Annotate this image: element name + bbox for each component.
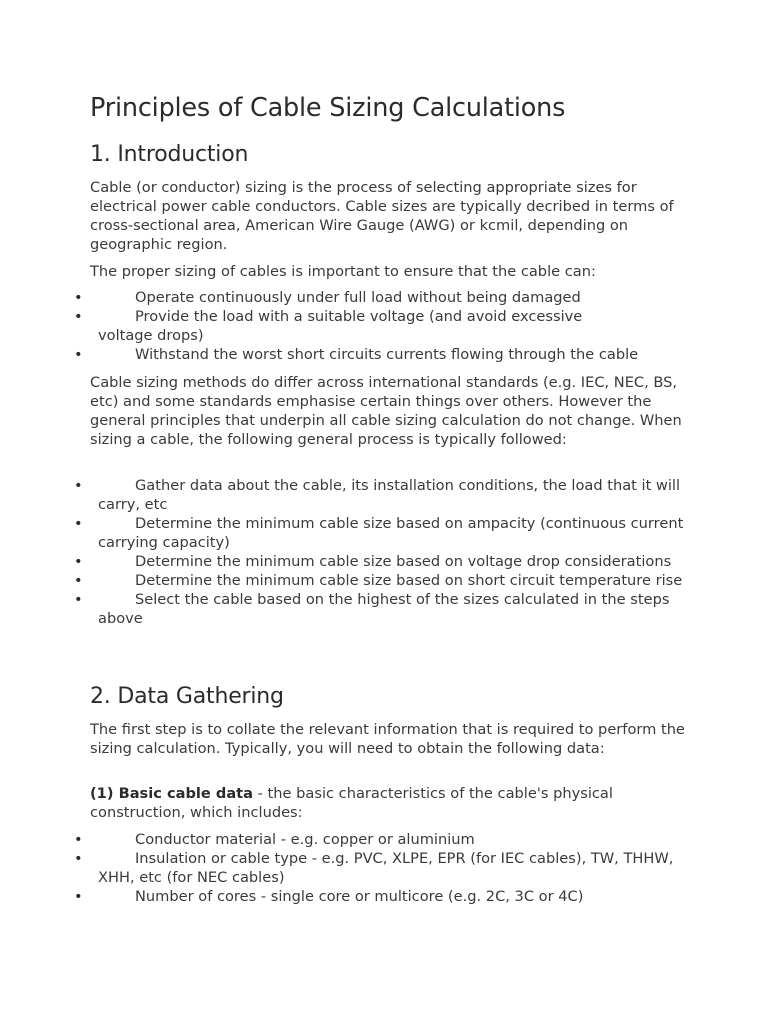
bullet-icon: • — [74, 831, 83, 848]
list-item-text: Determine the minimum cable size based on voltage drop considerations — [135, 553, 672, 570]
data-gathering-paragraph-1: The first step is to collate the relevant information that is required to perform the sizing calculation. Typically, you will need to obtain the following data: — [90, 721, 685, 757]
bullet-icon: • — [74, 553, 83, 570]
list-item — [0, 552, 690, 571]
bullet-icon: • — [74, 346, 83, 363]
bullet-icon: • — [74, 477, 83, 494]
intro-paragraph-1: Cable (or conductor) sizing is the process of selecting appropriate sizes for electrical power cable conductors. Cable sizes are typically decribed in terms of cross-sectional area, American Wire Gauge (AWG) or kcmil, depending on geographic region. — [90, 179, 674, 253]
document-title: Principles of Cable Sizing Calculations — [90, 93, 566, 123]
intro-paragraph-2: The proper sizing of cables is important to ensure that the cable can: — [90, 263, 596, 280]
list-item — [0, 849, 690, 887]
list-item — [0, 571, 690, 590]
list-item — [0, 476, 690, 514]
bullet-icon: • — [74, 308, 83, 325]
sizing-process-list — [0, 476, 690, 628]
list-item — [0, 887, 690, 906]
list-item-text: Number of cores - single core or multicore (e.g. 2C, 3C or 4C) — [135, 888, 584, 905]
list-item-text: Provide the load with a suitable voltage (and avoid excessive voltage drops) — [98, 308, 583, 344]
list-item — [0, 590, 690, 628]
bullet-icon: • — [74, 572, 83, 589]
list-item-text: Select the cable based on the highest of the sizes calculated in the steps above — [98, 591, 670, 627]
section-heading-data-gathering: 2. Data Gathering — [90, 684, 284, 709]
list-item-text: Operate continuously under full load without being damaged — [135, 289, 581, 306]
list-item-text: Conductor material - e.g. copper or aluminium — [135, 831, 475, 848]
list-item — [0, 345, 690, 364]
data-gathering-paragraph-2 — [90, 784, 690, 822]
basic-cable-data-label: (1) Basic cable data — [90, 785, 254, 802]
list-item-text: Determine the minimum cable size based on short circuit temperature rise — [135, 572, 683, 589]
cable-requirements-list — [0, 288, 690, 364]
bullet-icon: • — [74, 850, 83, 867]
basic-cable-data-list — [0, 830, 690, 906]
bullet-icon: • — [74, 591, 83, 608]
intro-paragraph-3: Cable sizing methods do differ across international standards (e.g. IEC, NEC, BS, etc) and some standards emphasise certain things over others. However the general principles that underpin all cable sizing calculation do not change. When sizing a cable, the following general process is typically followed: — [90, 374, 682, 448]
section-heading-introduction: 1. Introduction — [90, 142, 249, 167]
list-item — [0, 514, 690, 552]
bullet-icon: • — [74, 289, 83, 306]
list-item-text: Gather data about the cable, its installation conditions, the load that it will carry, etc — [98, 477, 681, 513]
list-item — [0, 830, 690, 849]
basic-cable-data-description: - the basic characteristics of the cable's physical construction, which includes: — [90, 785, 613, 821]
list-item — [0, 307, 630, 345]
list-item — [0, 288, 690, 307]
list-item-text: Determine the minimum cable size based on ampacity (continuous current carrying capacity) — [98, 515, 684, 551]
bullet-icon: • — [74, 515, 83, 532]
bullet-icon: • — [74, 888, 83, 905]
list-item-text: Withstand the worst short circuits currents flowing through the cable — [135, 346, 639, 363]
list-item-text: Insulation or cable type - e.g. PVC, XLPE, EPR (for IEC cables), TW, THHW, XHH, etc (for NEC cables) — [98, 850, 674, 886]
